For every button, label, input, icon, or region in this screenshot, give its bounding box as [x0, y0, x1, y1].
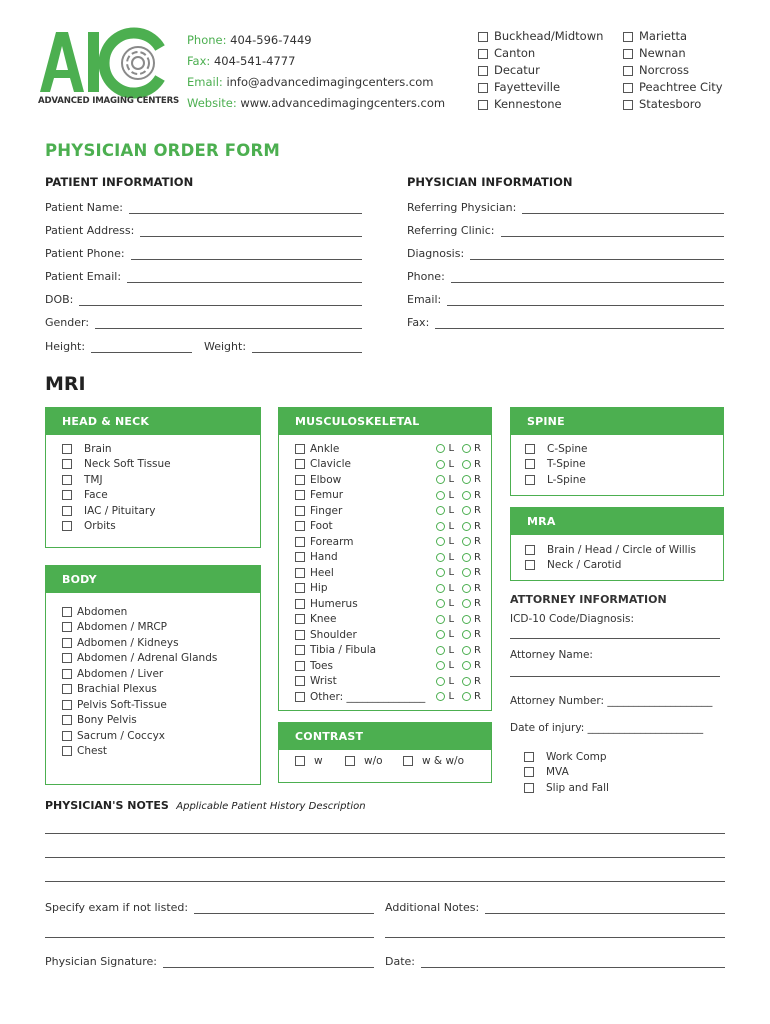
radio-right[interactable] — [462, 506, 471, 515]
checkbox[interactable] — [295, 676, 305, 686]
diagnosis-field[interactable]: Diagnosis: — [407, 246, 724, 260]
contrast-option-both[interactable]: w & w/o — [403, 755, 464, 767]
list-item[interactable] — [295, 581, 481, 597]
list-item[interactable]: Neck / Carotid — [525, 558, 696, 574]
checkbox[interactable] — [295, 475, 305, 485]
specify-exam-line-2[interactable] — [45, 937, 374, 938]
side-selector: L R — [436, 583, 481, 594]
side-selector: L R — [436, 521, 481, 532]
radio-left[interactable] — [436, 553, 445, 562]
list-item[interactable] — [295, 643, 481, 659]
radio-right[interactable] — [462, 599, 471, 608]
side-selector: L R — [436, 552, 481, 563]
side-selector: L R — [436, 536, 481, 547]
checkbox[interactable] — [62, 475, 72, 485]
radio-left[interactable] — [436, 599, 445, 608]
locations-col-2 — [623, 28, 723, 113]
list-item[interactable]: Neck Soft Tissue — [62, 457, 171, 473]
list-item[interactable]: Work Comp — [524, 749, 609, 765]
physician-email-field[interactable]: Email: — [407, 292, 724, 306]
item-left: Wrist — [295, 675, 337, 687]
radio-right[interactable] — [462, 553, 471, 562]
item-left: Clavicle — [295, 458, 351, 470]
location-item[interactable]: Norcross — [623, 62, 723, 79]
radio-right[interactable] — [462, 568, 471, 577]
checkbox[interactable] — [295, 506, 305, 516]
side-selector: L R — [436, 459, 481, 470]
item-left: Knee — [295, 613, 336, 625]
checkbox[interactable] — [295, 599, 305, 609]
checkbox[interactable] — [62, 715, 72, 725]
icd-line[interactable] — [510, 638, 720, 639]
list-item[interactable]: Sacrum / Coccyx — [62, 728, 217, 744]
list-item[interactable] — [295, 565, 481, 581]
side-selector: L R — [436, 660, 481, 671]
checkbox[interactable] — [295, 568, 305, 578]
mri-title: MRI — [45, 373, 86, 395]
gender-field[interactable]: Gender: — [45, 315, 362, 329]
radio-right[interactable] — [462, 475, 471, 484]
logo-subtitle: ADVANCED IMAGING CENTERS — [38, 96, 179, 106]
additional-notes-field[interactable]: Additional Notes: — [385, 900, 725, 914]
checkbox[interactable] — [295, 552, 305, 562]
checkbox[interactable] — [62, 653, 72, 663]
radio-right[interactable] — [462, 444, 471, 453]
checkbox[interactable] — [623, 83, 633, 93]
side-selector: L R — [436, 443, 481, 454]
notes-line[interactable] — [45, 833, 725, 834]
item-left: Finger — [295, 505, 342, 517]
checkbox[interactable] — [525, 459, 535, 469]
radio-left[interactable] — [436, 460, 445, 469]
list-item[interactable] — [295, 674, 481, 690]
list-item[interactable] — [295, 596, 481, 612]
attorney-options — [524, 749, 609, 796]
head-neck-heading: HEAD & NECK — [46, 408, 260, 435]
list-item[interactable]: Abdomen / MRCP — [62, 620, 217, 636]
checkbox[interactable] — [295, 444, 305, 454]
dob-field[interactable]: DOB: — [45, 292, 362, 306]
checkbox[interactable] — [295, 521, 305, 531]
contrast-option-w[interactable]: w — [295, 755, 345, 767]
location-item[interactable]: Statesboro — [623, 96, 723, 113]
checkbox[interactable] — [295, 645, 305, 655]
physician-info-heading: PHYSICIAN INFORMATION — [407, 175, 573, 189]
side-selector: L R — [436, 474, 481, 485]
side-selector: L R — [436, 490, 481, 501]
contrast-options — [295, 755, 464, 767]
referring-physician-field[interactable]: Referring Physician: — [407, 200, 724, 214]
patient-name-field[interactable]: Patient Name: — [45, 200, 362, 214]
list-item[interactable]: C-Spine — [525, 441, 587, 457]
radio-right[interactable] — [462, 630, 471, 639]
patient-address-field[interactable]: Patient Address: — [45, 223, 362, 237]
height-field[interactable]: Height: — [45, 339, 192, 353]
locations-col-1 — [478, 28, 603, 113]
checkbox[interactable] — [525, 444, 535, 454]
specify-exam-field[interactable]: Specify exam if not listed: — [45, 900, 374, 914]
checkbox[interactable] — [524, 767, 534, 777]
side-selector: L R — [436, 629, 481, 640]
checkbox[interactable] — [524, 752, 534, 762]
radio-left[interactable] — [436, 568, 445, 577]
list-item[interactable]: IAC / Pituitary — [62, 503, 171, 519]
location-item[interactable]: Decatur — [478, 62, 603, 79]
contact-fax: Fax: 404-541-4777 — [187, 54, 296, 68]
list-item[interactable]: Chest — [62, 744, 217, 760]
radio-left[interactable] — [436, 646, 445, 655]
checkbox[interactable] — [62, 607, 72, 617]
checkbox[interactable] — [623, 100, 633, 110]
item-left: Other: _______________ — [295, 691, 425, 703]
list-item[interactable]: Slip and Fall — [524, 780, 609, 796]
item-left: Hip — [295, 582, 327, 594]
radio-right[interactable] — [462, 615, 471, 624]
physician-fax-field[interactable]: Fax: — [407, 315, 724, 329]
side-selector: L R — [436, 598, 481, 609]
checkbox[interactable] — [295, 614, 305, 624]
head-neck-panel — [45, 407, 261, 548]
radio-left[interactable] — [436, 444, 445, 453]
mra-panel — [510, 507, 724, 581]
item-left: Femur — [295, 489, 343, 501]
date-of-injury-field[interactable]: Date of injury: ______________________ — [510, 722, 704, 734]
radio-right[interactable] — [462, 522, 471, 531]
radio-left[interactable] — [436, 475, 445, 484]
contrast-panel — [278, 722, 492, 783]
mra-list — [525, 542, 696, 573]
physician-phone-field[interactable]: Phone: — [407, 269, 724, 283]
spine-list — [525, 441, 587, 488]
radio-right[interactable] — [462, 584, 471, 593]
side-selector: L R — [436, 691, 481, 702]
radio-left[interactable] — [436, 630, 445, 639]
checkbox[interactable] — [623, 49, 633, 59]
list-item[interactable]: Abdomen / Liver — [62, 666, 217, 682]
aic-logo — [38, 26, 179, 112]
list-item[interactable] — [295, 503, 481, 519]
checkbox[interactable] — [62, 490, 72, 500]
checkbox[interactable] — [623, 32, 633, 42]
patient-info-heading: PATIENT INFORMATION — [45, 175, 194, 189]
checkbox[interactable] — [62, 700, 72, 710]
checkbox[interactable] — [345, 756, 355, 766]
radio-right[interactable] — [462, 491, 471, 500]
checkbox[interactable] — [295, 459, 305, 469]
list-item[interactable]: Abdomen — [62, 604, 217, 620]
radio-left[interactable] — [436, 615, 445, 624]
attorney-heading: ATTORNEY INFORMATION — [510, 593, 667, 606]
checkbox[interactable] — [478, 32, 488, 42]
location-item[interactable]: Kennestone — [478, 96, 603, 113]
list-item[interactable] — [295, 457, 481, 473]
musculoskeletal-list — [295, 441, 481, 705]
item-left: Foot — [295, 520, 333, 532]
checkbox[interactable] — [62, 684, 72, 694]
list-item[interactable]: Orbits — [62, 519, 171, 535]
checkbox[interactable] — [623, 66, 633, 76]
checkbox[interactable] — [478, 66, 488, 76]
patient-phone-field[interactable]: Patient Phone: — [45, 246, 362, 260]
item-left: Heel — [295, 567, 334, 579]
checkbox[interactable] — [62, 444, 72, 454]
contrast-heading: CONTRAST — [279, 723, 491, 750]
checkbox[interactable] — [295, 756, 305, 766]
list-item[interactable] — [295, 612, 481, 628]
location-item[interactable]: Peachtree City — [623, 79, 723, 96]
checkbox[interactable] — [62, 731, 72, 741]
physician-signature-field[interactable]: Physician Signature: — [45, 954, 374, 968]
side-selector: L R — [436, 614, 481, 625]
radio-left[interactable] — [436, 661, 445, 670]
item-left: Toes — [295, 660, 333, 672]
attorney-name-line[interactable] — [510, 676, 720, 677]
musculoskeletal-heading: MUSCULOSKELETAL — [279, 408, 491, 435]
list-item[interactable] — [295, 627, 481, 643]
location-item[interactable]: Buckhead/Midtown — [478, 28, 603, 45]
spine-panel — [510, 407, 724, 496]
patient-email-field[interactable]: Patient Email: — [45, 269, 362, 283]
weight-field[interactable]: Weight: — [204, 339, 362, 353]
list-item[interactable]: L-Spine — [525, 472, 587, 488]
radio-right[interactable] — [462, 537, 471, 546]
checkbox[interactable] — [62, 638, 72, 648]
checkbox[interactable] — [62, 521, 72, 531]
radio-left[interactable] — [436, 537, 445, 546]
item-left: Elbow — [295, 474, 341, 486]
radio-left[interactable] — [436, 584, 445, 593]
item-left: Ankle — [295, 443, 339, 455]
checkbox[interactable] — [525, 475, 535, 485]
head-neck-list — [62, 441, 171, 534]
list-item[interactable]: Abdomen / Adrenal Glands — [62, 651, 217, 667]
checkbox[interactable] — [62, 669, 72, 679]
referring-clinic-field[interactable]: Referring Clinic: — [407, 223, 724, 237]
checkbox[interactable] — [62, 459, 72, 469]
side-selector: L R — [436, 676, 481, 687]
contact-email: Email: info@advancedimagingcenters.com — [187, 75, 434, 89]
item-left: Hand — [295, 551, 338, 563]
item-left: Tibia / Fibula — [295, 644, 376, 656]
list-item[interactable]: Face — [62, 488, 171, 504]
list-item[interactable]: Brain / Head / Circle of Willis — [525, 542, 696, 558]
checkbox[interactable] — [295, 630, 305, 640]
list-item[interactable] — [295, 689, 481, 705]
contact-block — [187, 30, 445, 114]
location-item[interactable]: Newnan — [623, 45, 723, 62]
checkbox[interactable] — [524, 783, 534, 793]
checkbox[interactable] — [478, 83, 488, 93]
checkbox[interactable] — [295, 490, 305, 500]
radio-right[interactable] — [462, 661, 471, 670]
side-selector: L R — [436, 645, 481, 656]
checkbox[interactable] — [62, 746, 72, 756]
location-item[interactable]: Fayetteville — [478, 79, 603, 96]
side-selector: L R — [436, 505, 481, 516]
body-panel — [45, 565, 261, 785]
checkbox[interactable] — [295, 692, 305, 702]
radio-left[interactable] — [436, 677, 445, 686]
radio-left[interactable] — [436, 692, 445, 701]
notes-line[interactable] — [45, 857, 725, 858]
spine-heading: SPINE — [511, 408, 723, 435]
radio-left[interactable] — [436, 522, 445, 531]
checkbox[interactable] — [478, 100, 488, 110]
icd-label: ICD-10 Code/Diagnosis: — [510, 613, 634, 625]
contrast-option-wo[interactable]: w/o — [345, 755, 403, 767]
signature-date-field[interactable]: Date: — [385, 954, 725, 968]
notes-heading: PHYSICIAN'S NOTES — [45, 799, 169, 812]
checkbox[interactable] — [525, 545, 535, 555]
radio-right[interactable] — [462, 677, 471, 686]
body-list — [62, 604, 217, 759]
checkbox[interactable] — [525, 560, 535, 570]
list-item[interactable]: Brachial Plexus — [62, 682, 217, 698]
list-item[interactable] — [295, 550, 481, 566]
radio-left[interactable] — [436, 506, 445, 515]
notes-heading-row — [45, 799, 366, 812]
musculoskeletal-panel — [278, 407, 492, 711]
list-item[interactable]: Bony Pelvis — [62, 713, 217, 729]
additional-notes-line-2[interactable] — [385, 937, 725, 938]
contact-website: Website: www.advancedimagingcenters.com — [187, 96, 446, 110]
location-item[interactable]: Marietta — [623, 28, 723, 45]
radio-right[interactable] — [462, 692, 471, 701]
list-item[interactable] — [295, 534, 481, 550]
checkbox[interactable] — [403, 756, 413, 766]
list-item[interactable]: T-Spine — [525, 457, 587, 473]
checkbox[interactable] — [62, 622, 72, 632]
list-item[interactable]: Adbomen / Kidneys — [62, 635, 217, 651]
item-left: Shoulder — [295, 629, 357, 641]
list-item[interactable]: TMJ — [62, 472, 171, 488]
list-item[interactable] — [295, 488, 481, 504]
list-item[interactable] — [295, 441, 481, 457]
side-selector: L R — [436, 567, 481, 578]
notes-line[interactable] — [45, 881, 725, 882]
checkbox[interactable] — [478, 49, 488, 59]
mra-heading: MRA — [511, 508, 723, 535]
list-item[interactable]: Pelvis Soft-Tissue — [62, 697, 217, 713]
list-item[interactable]: Brain — [62, 441, 171, 457]
item-left: Humerus — [295, 598, 358, 610]
list-item[interactable] — [295, 658, 481, 674]
form-title: PHYSICIAN ORDER FORM — [45, 141, 281, 160]
attorney-name-label: Attorney Name: — [510, 649, 593, 661]
radio-left[interactable] — [436, 491, 445, 500]
list-item[interactable]: MVA — [524, 765, 609, 781]
list-item[interactable] — [295, 519, 481, 535]
checkbox[interactable] — [295, 661, 305, 671]
contact-phone: Phone: 404-596-7449 — [187, 33, 312, 47]
location-item[interactable]: Canton — [478, 45, 603, 62]
radio-right[interactable] — [462, 646, 471, 655]
checkbox[interactable] — [62, 506, 72, 516]
body-heading: BODY — [46, 566, 260, 593]
attorney-number-field[interactable]: Attorney Number: ____________________ — [510, 695, 713, 707]
radio-right[interactable] — [462, 460, 471, 469]
item-left: Forearm — [295, 536, 353, 548]
notes-subheading: Applicable Patient History Description — [176, 801, 366, 812]
checkbox[interactable] — [295, 537, 305, 547]
checkbox[interactable] — [295, 583, 305, 593]
list-item[interactable] — [295, 472, 481, 488]
